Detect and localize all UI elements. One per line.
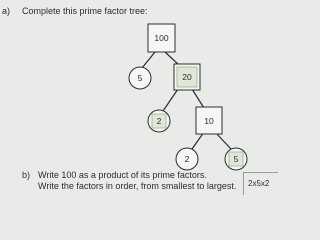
part-b-label: b) [22,170,31,180]
node-right-2-text: 10 [204,116,214,126]
part-b-instruction-1: Write 100 as a product of its prime factors. [38,170,207,180]
node-right-1-text: 20 [182,72,192,82]
node-root-text: 100 [154,33,169,43]
branch-20-right [192,89,204,108]
node-left-3-text: 2 [184,154,190,164]
node-left-1-text: 5 [137,73,143,83]
branch-root-left [142,52,155,68]
branch-10-right [215,132,232,150]
part-a-instruction: Complete this prime factor tree: [22,6,148,16]
part-b-instruction-2: Write the factors in order, from smallest to largest. [38,181,237,191]
node-left-2-text: 2 [156,116,162,126]
part-b-answer-text: 2x5x2 [248,179,270,188]
branch-20-left [163,89,178,111]
node-right-3-text: 5 [233,154,239,164]
branch-10-left [192,132,204,149]
part-a-label: a) [2,6,11,16]
